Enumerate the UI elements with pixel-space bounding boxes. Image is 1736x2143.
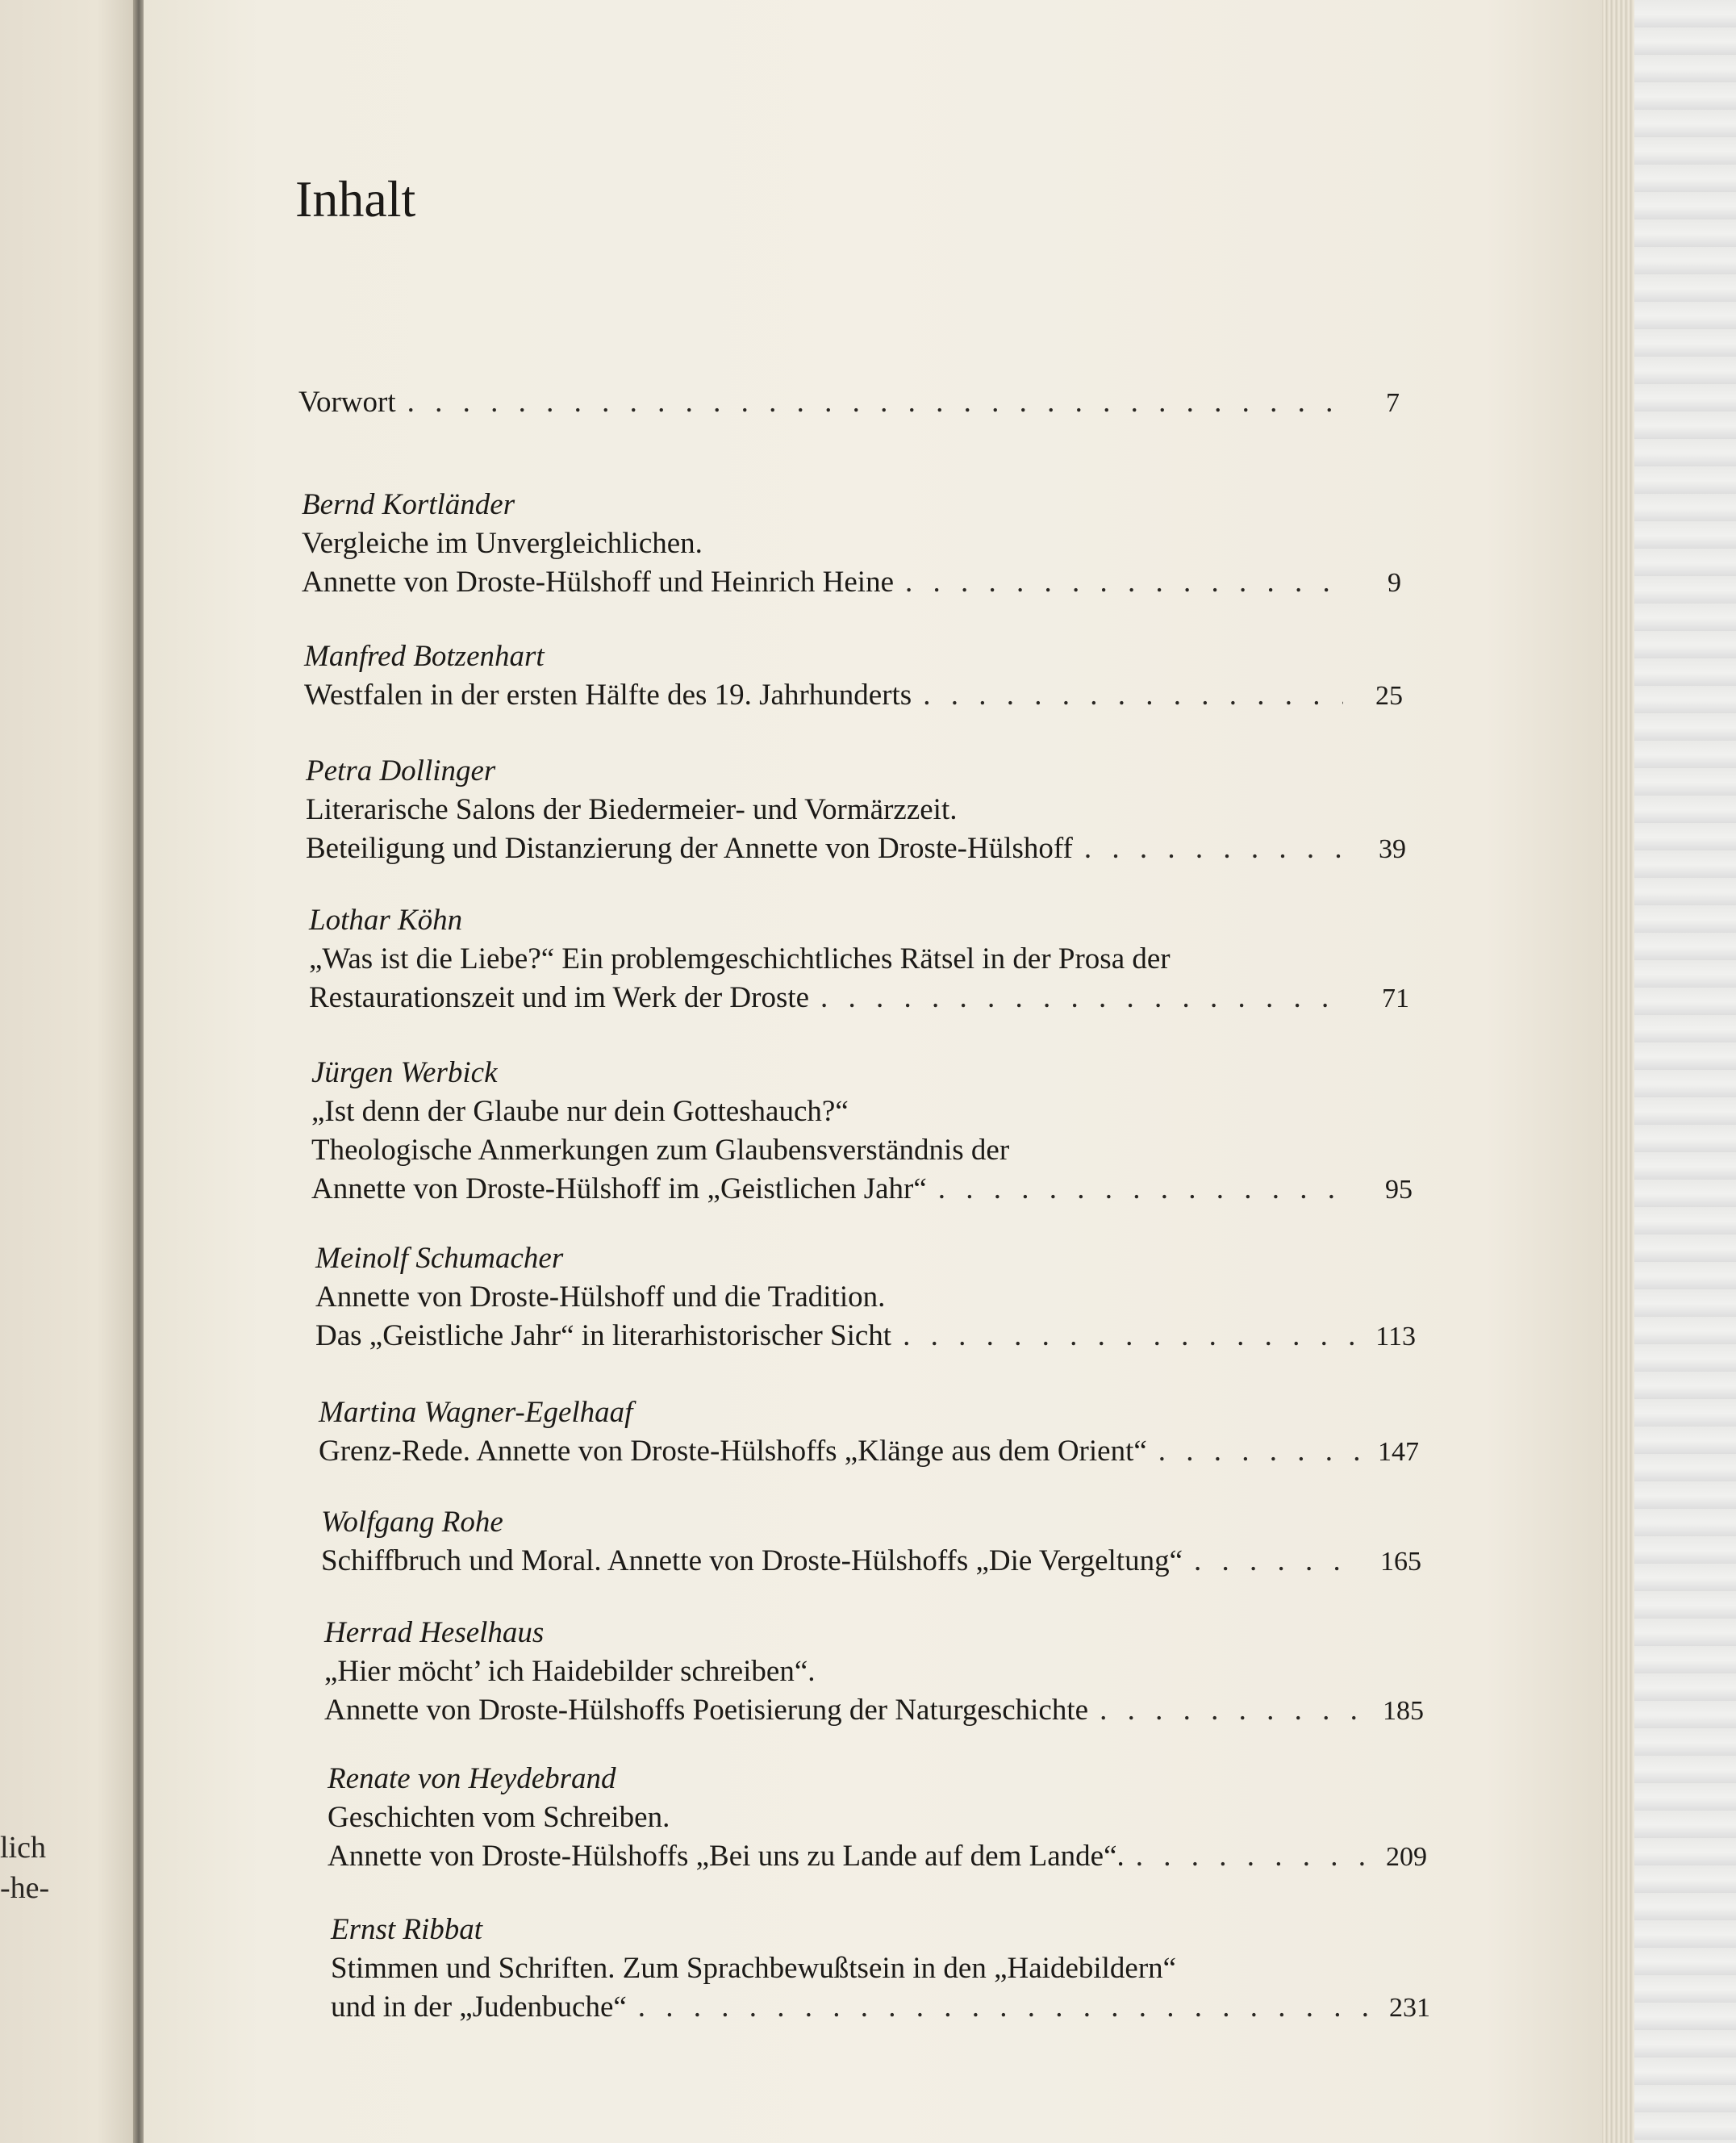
toc-entry-title-line: Grenz-Rede. Annette von Droste-Hülshoffs „Klänge aus dem Orient“ — [319, 1435, 1147, 1468]
page-edges — [1602, 0, 1634, 2143]
toc-entry-title-line: „Hier möcht’ ich Haidebilder schreiben“. — [324, 1655, 816, 1688]
toc-entry-page-number: 209 — [1386, 1842, 1427, 1872]
dot-leader — [1084, 829, 1346, 868]
toc-entry-author: Lothar Köhn — [309, 904, 463, 937]
toc-entry-leader-line — [304, 676, 1403, 716]
toc-entry-title-line: Schiffbruch und Moral. Annette von Droste-Hülshoffs „Die Vergeltung“ — [321, 1544, 1183, 1577]
toc-entry — [306, 752, 1406, 869]
toc-entry-page-number: 7 — [1386, 388, 1400, 418]
dot-leader — [638, 1988, 1371, 2027]
toc-entry-page-number: 113 — [1375, 1322, 1416, 1351]
background-surface — [1634, 0, 1736, 2143]
toc-entry-page-number: 147 — [1378, 1437, 1419, 1467]
toc-entry-leader-line — [331, 1988, 1430, 2028]
toc-entry-title-line: Annette von Droste-Hülshoff und die Tradition. — [315, 1280, 886, 1314]
toc-entry-leader-line — [324, 1691, 1424, 1731]
toc-entry-leader-line — [309, 979, 1409, 1018]
toc-entry-page-number: 71 — [1382, 984, 1409, 1013]
toc-entry — [328, 1760, 1427, 1877]
toc-entry-title-line: Literarische Salons der Biedermeier- und Vormärzzeit. — [306, 793, 958, 826]
toc-entry — [309, 901, 1409, 1018]
toc-entry — [321, 1503, 1421, 1581]
dot-leader — [938, 1170, 1353, 1209]
toc-entry-author: Meinolf Schumacher — [315, 1242, 564, 1275]
toc-entry-title-line: Annette von Droste-Hülshoff im „Geistlichen Jahr“ — [311, 1172, 927, 1205]
toc-entry-page-number: 231 — [1389, 1993, 1430, 2023]
toc-entry-title-line: Theologische Anmerkungen zum Glaubensverständnis der — [311, 1134, 1010, 1167]
toc-entry-leader-line — [321, 1542, 1421, 1581]
toc-entry-leader-line — [315, 1317, 1416, 1356]
toc-entry — [319, 1393, 1419, 1472]
dot-leader — [1158, 1432, 1359, 1471]
toc-entry-author: Bernd Kortländer — [302, 488, 515, 521]
toc-entry-leader-line — [311, 1170, 1413, 1209]
toc-entry-page-number: 95 — [1385, 1175, 1413, 1205]
book-gutter — [133, 0, 144, 2143]
dot-leader — [903, 1317, 1356, 1356]
dot-leader — [407, 383, 1340, 422]
toc-entry — [331, 1911, 1430, 2028]
left-page-fragment: -he- — [0, 1871, 50, 1905]
toc-entry-title-line: Beteiligung und Distanzierung der Annette von Droste-Hülshoff — [306, 832, 1073, 865]
toc-entry-leader-line — [302, 563, 1401, 603]
toc-entry-author: Jürgen Werbick — [311, 1056, 498, 1089]
toc-entry-title-line: „Was ist die Liebe?“ Ein problemgeschichtliches Rätsel in der Prosa der — [309, 942, 1171, 975]
dot-leader — [905, 563, 1342, 602]
toc-entry-author: Manfred Botzenhart — [304, 640, 545, 673]
toc-entry — [298, 383, 1400, 423]
left-page — [0, 0, 139, 2143]
left-page-fragment: lich — [0, 1831, 46, 1865]
dot-leader — [1100, 1691, 1364, 1730]
toc-entry-author: Renate von Heydebrand — [328, 1762, 616, 1795]
toc-entry-author: Martina Wagner-Egelhaaf — [319, 1396, 633, 1429]
toc-entry-author: Petra Dollinger — [306, 754, 496, 787]
toc-entry-page-number: 39 — [1379, 834, 1406, 864]
toc-entry-title-line: Das „Geistliche Jahr“ in literarhistorischer Sicht — [315, 1319, 892, 1352]
toc-entry-title-line: Annette von Droste-Hülshoff und Heinrich Heine — [302, 566, 895, 599]
toc-entry-author: Wolfgang Rohe — [321, 1506, 503, 1539]
toc-entry-leader-line — [328, 1837, 1427, 1877]
toc-entry-leader-line — [298, 383, 1400, 423]
toc-entry-title-line: Annette von Droste-Hülshoffs Poetisierung der Naturgeschichte — [324, 1694, 1089, 1727]
toc-entry-author: Ernst Ribbat — [331, 1913, 483, 1946]
toc-entry-title-line: Stimmen und Schriften. Zum Sprachbewußtsein in den „Haidebildern“ — [331, 1952, 1177, 1985]
toc-entry-title-line: Vorwort — [298, 386, 396, 419]
toc-entry-title-line: Annette von Droste-Hülshoffs „Bei uns zu Lande auf dem Lande“. — [328, 1840, 1125, 1873]
toc-entry — [302, 486, 1401, 603]
toc-entry-leader-line — [319, 1432, 1419, 1472]
toc-entry-page-number: 25 — [1375, 681, 1403, 711]
toc-entry-page-number: 165 — [1380, 1547, 1421, 1577]
dot-leader — [1136, 1837, 1367, 1876]
toc-entry-title-line: Vergleiche im Unvergleichlichen. — [302, 527, 703, 560]
toc-entry-page-number: 9 — [1388, 568, 1401, 598]
toc-entry-title-line: Geschichten vom Schreiben. — [328, 1801, 670, 1834]
toc-entry-leader-line — [306, 829, 1406, 869]
toc-entry-page-number: 185 — [1383, 1696, 1424, 1726]
toc-entry-title-line: Westfalen in der ersten Hälfte des 19. Jahrhunderts — [304, 679, 912, 712]
toc-entry — [304, 637, 1403, 716]
dot-leader — [820, 979, 1350, 1017]
dot-leader — [923, 676, 1343, 715]
toc-entry-author: Herrad Heselhaus — [324, 1616, 545, 1649]
toc-entry-title-line: Restaurationszeit und im Werk der Droste — [309, 981, 810, 1014]
toc-entry-title-line: und in der „Judenbuche“ — [331, 1991, 627, 2024]
toc-entry — [324, 1614, 1424, 1731]
toc-entry — [315, 1239, 1416, 1356]
toc-entry-title-line: „Ist denn der Glaube nur dein Gotteshauch?“ — [311, 1095, 849, 1128]
toc-entry — [311, 1054, 1413, 1209]
dot-leader — [1194, 1542, 1362, 1581]
toc-title: Inhalt — [295, 170, 416, 228]
